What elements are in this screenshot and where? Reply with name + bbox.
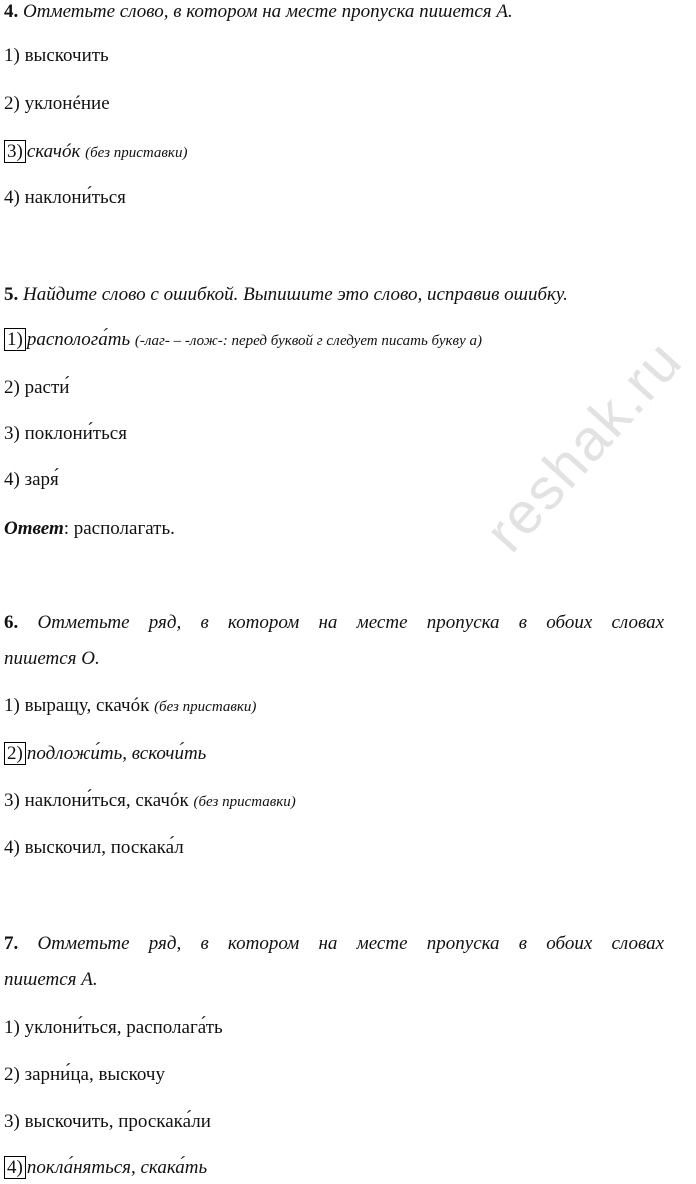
option-word: выскочить: [24, 45, 109, 66]
option-number: 3): [4, 1111, 20, 1132]
option-number-selected: 3): [4, 140, 26, 163]
task-text: Отметьте слово, в котором на месте пропуска пишется А.: [23, 1, 513, 22]
option-6-4: [4, 836, 184, 860]
task-4-heading: [4, 0, 513, 24]
task-6-heading: [4, 611, 664, 635]
option-word: располога́ть: [26, 329, 131, 350]
task-text: пишется О.: [4, 648, 100, 669]
option-4-1: [4, 44, 109, 68]
option-word: покла́няться, скака́ть: [26, 1157, 208, 1178]
option-note: (без приставки): [154, 699, 257, 715]
option-7-2: [4, 1063, 165, 1087]
option-word: заря́: [24, 469, 59, 490]
task-text: Найдите слово с ошибкой. Выпишите это слово, исправив ошибку.: [23, 284, 568, 305]
task-7-heading-line2: [4, 968, 98, 992]
answer-text: : располагать.: [63, 518, 175, 539]
option-note: (без приставки): [193, 794, 296, 810]
option-number: 2): [4, 93, 20, 114]
option-number: 4): [4, 469, 20, 490]
option-number: 1): [4, 695, 20, 716]
option-5-1: [4, 328, 482, 353]
option-5-2: [4, 376, 69, 400]
option-6-1: [4, 694, 256, 719]
watermark: reshak.ru: [472, 327, 695, 565]
option-word: поклони́ться: [24, 423, 127, 444]
option-number: 3): [4, 790, 20, 811]
option-word: скачóк: [26, 141, 81, 162]
answer-label: Ответ: [4, 518, 64, 539]
option-7-3: [4, 1110, 211, 1134]
option-number-selected: 1): [4, 328, 26, 351]
task-text: Отметьте ряд, в котором на месте пропуска в обоих словах: [37, 933, 665, 954]
option-7-1: [4, 1016, 223, 1040]
option-word: выращу, скачóк: [24, 695, 150, 716]
option-word: уклонéние: [24, 93, 110, 114]
option-4-4: [4, 186, 126, 210]
option-word: наклони́ться, скачóк: [24, 790, 189, 811]
option-word: подложи́ть, вскочи́ть: [26, 743, 207, 764]
option-number: 1): [4, 45, 20, 66]
option-word: расти́: [24, 377, 70, 398]
option-6-2: [4, 742, 206, 766]
option-number: 4): [4, 187, 20, 208]
option-note: (без приставки): [85, 145, 188, 161]
option-word: уклони́ться, располага́ть: [24, 1017, 223, 1038]
option-word: наклони́ться: [24, 187, 126, 208]
option-4-3: [4, 140, 187, 165]
option-7-4: [4, 1156, 207, 1180]
task-number: 4.: [4, 1, 19, 22]
option-note: (-лаг- – -лож-: перед буквой г следует писать букву а): [134, 333, 482, 349]
option-number: 3): [4, 423, 20, 444]
option-5-3: [4, 422, 127, 446]
option-6-3: [4, 789, 296, 814]
option-number: 2): [4, 377, 20, 398]
option-5-4: [4, 468, 59, 492]
task-text: пишется А.: [4, 969, 98, 990]
task-number: 5.: [4, 284, 19, 305]
option-number: 4): [4, 837, 20, 858]
option-word: выскочил, поскака́л: [24, 837, 184, 858]
answer-5: [4, 517, 175, 541]
option-number: 2): [4, 1064, 20, 1085]
option-word: зарни́ца, выскочу: [24, 1064, 165, 1085]
option-4-2: [4, 92, 110, 116]
task-text: Отметьте ряд, в котором на месте пропуска в обоих словах: [37, 612, 665, 633]
task-5-heading: [4, 283, 568, 307]
task-7-heading: [4, 932, 664, 956]
task-6-heading-line2: [4, 647, 100, 671]
option-number-selected: 2): [4, 742, 26, 765]
option-number: 1): [4, 1017, 20, 1038]
task-number: 7.: [4, 933, 19, 954]
option-number-selected: 4): [4, 1156, 26, 1179]
task-number: 6.: [4, 612, 19, 633]
option-word: выскочить, проскака́ли: [24, 1111, 211, 1132]
